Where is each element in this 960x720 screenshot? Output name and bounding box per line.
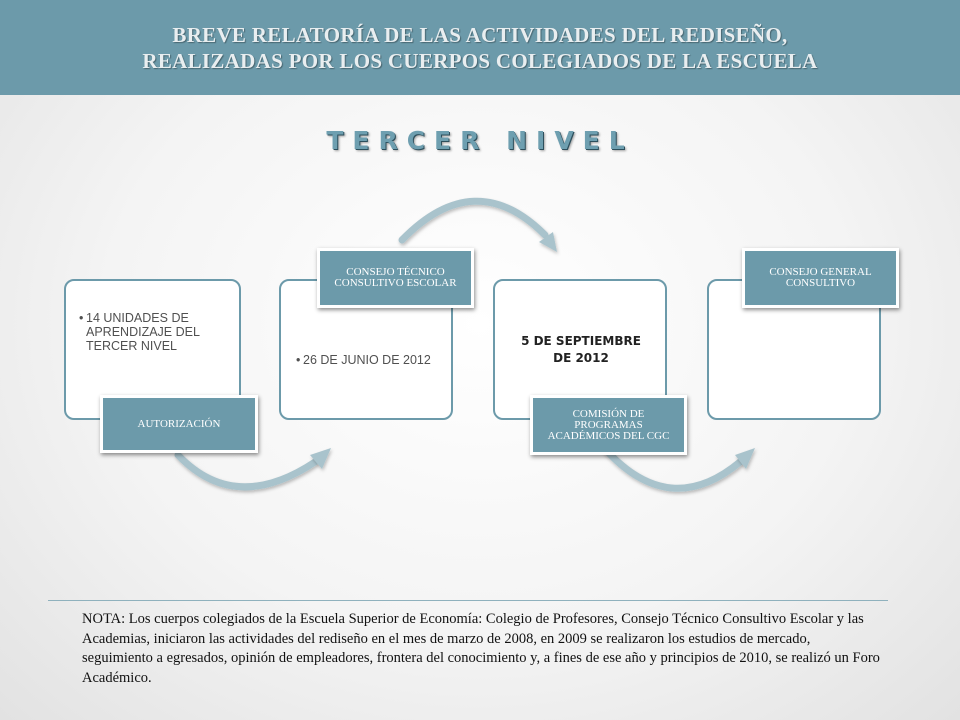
- header-title-line-1: BREVE RELATORÍA DE LAS ACTIVIDADES DEL REDISEÑO,: [172, 22, 788, 47]
- bullet-icon: •: [79, 311, 84, 325]
- step-2-content-text: 26 DE JUNIO DE 2012: [303, 353, 431, 367]
- arrow-2-to-3: [402, 201, 545, 240]
- step-2-label: CONSEJO TÉCNICO CONSULTIVO ESCOLAR: [317, 248, 474, 308]
- arrow-3-to-4: [606, 450, 740, 488]
- step-1-content: [79, 311, 236, 353]
- level-title: TERCER NIVEL: [326, 126, 634, 155]
- step-4-label: CONSEJO GENERAL CONSULTIVO: [742, 248, 899, 308]
- header-title-line-2: REALIZADAS POR LOS CUERPOS COLEGIADOS DE LA ESCUELA: [142, 48, 818, 73]
- bullet-icon: •: [296, 353, 301, 367]
- step-1-content-text: 14 UNIDADES DE APRENDIZAJE DEL TERCER NIVEL: [86, 311, 200, 353]
- step-1-label: AUTORIZACIÓN: [100, 395, 258, 453]
- note-divider: [48, 600, 888, 601]
- step-2-content: [296, 353, 443, 367]
- arrow-1-to-2: [178, 455, 315, 487]
- footnote: NOTA: Los cuerpos colegiados de la Escuela Superior de Economía: Colegio de Profesores, Consejo Técnico Consultivo Escolar y las Academias, iniciaron las actividades del rediseño en el mes de marzo de 2008, en 2009 se realizaron los estudios de mercado, seguimiento a egresados, opinión de empleadores, frontera del conocimiento y, a fines de ese año y principios de 2010, se realizó un Foro Académico.: [82, 611, 880, 686]
- step-3-content: 5 DE SEPTIEMBRE DE 2012: [521, 334, 641, 365]
- step-3-label: COMISIÓN DE PROGRAMAS ACADÉMICOS DEL CGC: [530, 395, 687, 455]
